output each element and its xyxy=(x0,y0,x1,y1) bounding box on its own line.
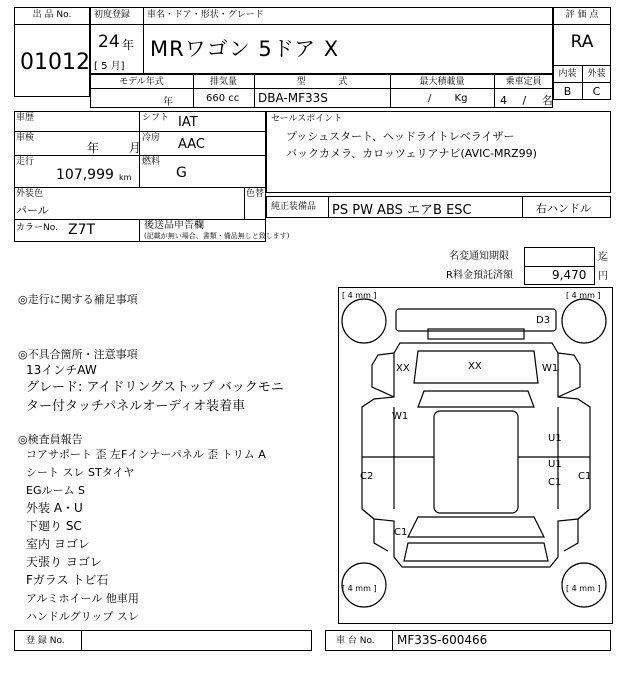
report-line: Fガラス トビ石 xyxy=(26,573,109,587)
equipment-items: PS PW ABS エアB ESC xyxy=(332,203,472,218)
model-year-label: モデル年式 xyxy=(119,77,164,87)
max-load-label: 最大積載量 xyxy=(419,77,465,87)
color-change-label: 色替 xyxy=(246,189,265,199)
mark-xx-left: XX xyxy=(396,363,410,374)
model-year-unit: 年 xyxy=(163,97,173,108)
inspection-label: 車検 xyxy=(16,133,35,143)
name-change-unit: 迄 xyxy=(598,252,608,263)
car-name: MRワゴン 5ドア X xyxy=(150,37,340,61)
name-change-label: 名変通知期限 xyxy=(449,251,509,262)
first-reg-label: 初度登録 xyxy=(94,10,131,20)
fuel-label: 燃料 xyxy=(142,157,161,167)
rating-value: RA xyxy=(570,32,594,52)
displacement-label: 排気量 xyxy=(209,77,237,87)
color-value: パール xyxy=(16,204,49,217)
ac-label: 冷房 xyxy=(142,133,161,143)
recycle-unit: 円 xyxy=(598,271,608,282)
roof xyxy=(434,411,518,513)
mark-c1-right: C1 xyxy=(578,471,592,482)
shift-value: IAT xyxy=(178,115,198,130)
inspection-value: 年 月 xyxy=(87,141,141,155)
defects-title: ◎不具合箇所・注意事項 xyxy=(18,348,138,361)
report-line: アルミホイール 他車用 xyxy=(26,592,139,605)
name-label: 車名・ドア・形状・グレード xyxy=(147,10,264,20)
shift-label: シフト xyxy=(142,113,170,123)
mark-xx-center: XX xyxy=(468,361,482,372)
steering-value: 右ハンドル xyxy=(536,202,591,215)
rating-label: 評 価 点 xyxy=(565,10,599,20)
report-line: 室内 ヨゴレ xyxy=(26,537,90,551)
report-line: 天張り ヨゴレ xyxy=(26,555,102,569)
rear-bumper xyxy=(396,309,556,331)
recycle-amount: 9,470 xyxy=(552,268,587,282)
report-line: 下廻り SC xyxy=(26,519,82,533)
exterior-label: 外装 xyxy=(587,69,606,79)
first-reg-month: [ 5 月] xyxy=(94,61,125,72)
aftermarket-label: 後送品申告欄 xyxy=(144,220,204,231)
name-change-box xyxy=(524,247,595,267)
tire-br-label: [ 4 mm ] xyxy=(566,584,601,593)
tire-front-left xyxy=(342,299,386,343)
capacity-label: 乗車定員 xyxy=(505,77,542,87)
tire-bl-label: [ 4 mm ] xyxy=(342,584,377,593)
report-line: EGルーム S xyxy=(26,484,85,497)
defect-line-1: 13インチAW xyxy=(26,363,97,377)
sales-point-line2: バックカメラ、カロッツェリアナビ(AVIC-MRZ99) xyxy=(286,147,537,160)
year-unit: 年 xyxy=(122,38,135,52)
color-no-value: Z7T xyxy=(68,222,96,238)
ac-value: AAC xyxy=(178,137,205,152)
tire-tl-label: [ 4 mm ] xyxy=(342,291,377,300)
mark-c1-bottom: C1 xyxy=(394,527,408,538)
mark-c2: C2 xyxy=(360,471,374,482)
displacement-value: 660 cc xyxy=(206,93,240,104)
max-load-value: / Kg xyxy=(428,93,468,104)
color-label: 外装色 xyxy=(16,189,44,199)
exterior-grade: C xyxy=(592,85,601,98)
mark-d3: D3 xyxy=(536,315,551,326)
mark-c1-center: C1 xyxy=(548,477,562,488)
defect-line-3: ター付タッチパネルオーディオ装着車 xyxy=(26,399,246,414)
chassis-label: 車 台 No. xyxy=(336,636,375,646)
report-line: コアサポート 歪 左Fインナーパネル 歪 トリム A xyxy=(26,448,266,461)
sales-points-label: セールスポイント xyxy=(271,114,343,124)
mileage-label: 走行 xyxy=(16,157,35,167)
lot-label: 出 品 No. xyxy=(32,10,72,20)
report-line: ハンドルグリップ スレ xyxy=(26,610,139,623)
mark-w1-left: W1 xyxy=(392,411,409,422)
capacity-value: 4 / 名 xyxy=(500,94,553,107)
interior-grade: B xyxy=(563,85,572,98)
tire-tr-label: [ 4 mm ] xyxy=(566,291,601,300)
aftermarket-note: (記載が無い場合、書類・備品無しと致します) xyxy=(144,232,290,240)
equipment-label: 純正装備品 xyxy=(271,202,317,212)
tire-front-right xyxy=(562,299,606,343)
interior-label: 内装 xyxy=(558,69,577,79)
driving-notes-title: ◎走行に関する補足事項 xyxy=(18,293,138,306)
lot-number: 01012 xyxy=(20,50,90,75)
inspector-title: ◎検査員報告 xyxy=(18,433,83,446)
color-no-label: カラーNo. xyxy=(16,223,58,233)
mark-u1-a: U1 xyxy=(548,433,562,444)
mark-u1-b: U1 xyxy=(548,459,562,470)
model-code: DBA-MF33S xyxy=(258,91,328,105)
defect-line-2: グレード: アイドリングストップ バックモニ xyxy=(26,380,284,395)
car-damage-diagram xyxy=(338,287,614,625)
mark-w1-right: W1 xyxy=(542,363,559,374)
fuel-value: G xyxy=(176,165,187,181)
report-line: シート スレ STタイヤ xyxy=(26,466,135,479)
first-reg-year: 24 xyxy=(98,32,120,52)
mileage-value: 107,999 xyxy=(56,167,114,183)
recycle-label: R料金預託済額 xyxy=(446,270,513,281)
chassis-number: MF33S-600466 xyxy=(397,633,488,647)
model-code-label: 型 式 xyxy=(296,77,348,87)
history-label: 車歴 xyxy=(16,113,35,123)
reg-no-label: 登 録 No. xyxy=(26,636,65,646)
sales-point-line1: プッシュスタート、ヘッドライトレベライザー xyxy=(286,130,515,143)
mileage-unit: km xyxy=(119,173,132,182)
report-line: 外装 A・U xyxy=(26,501,83,515)
